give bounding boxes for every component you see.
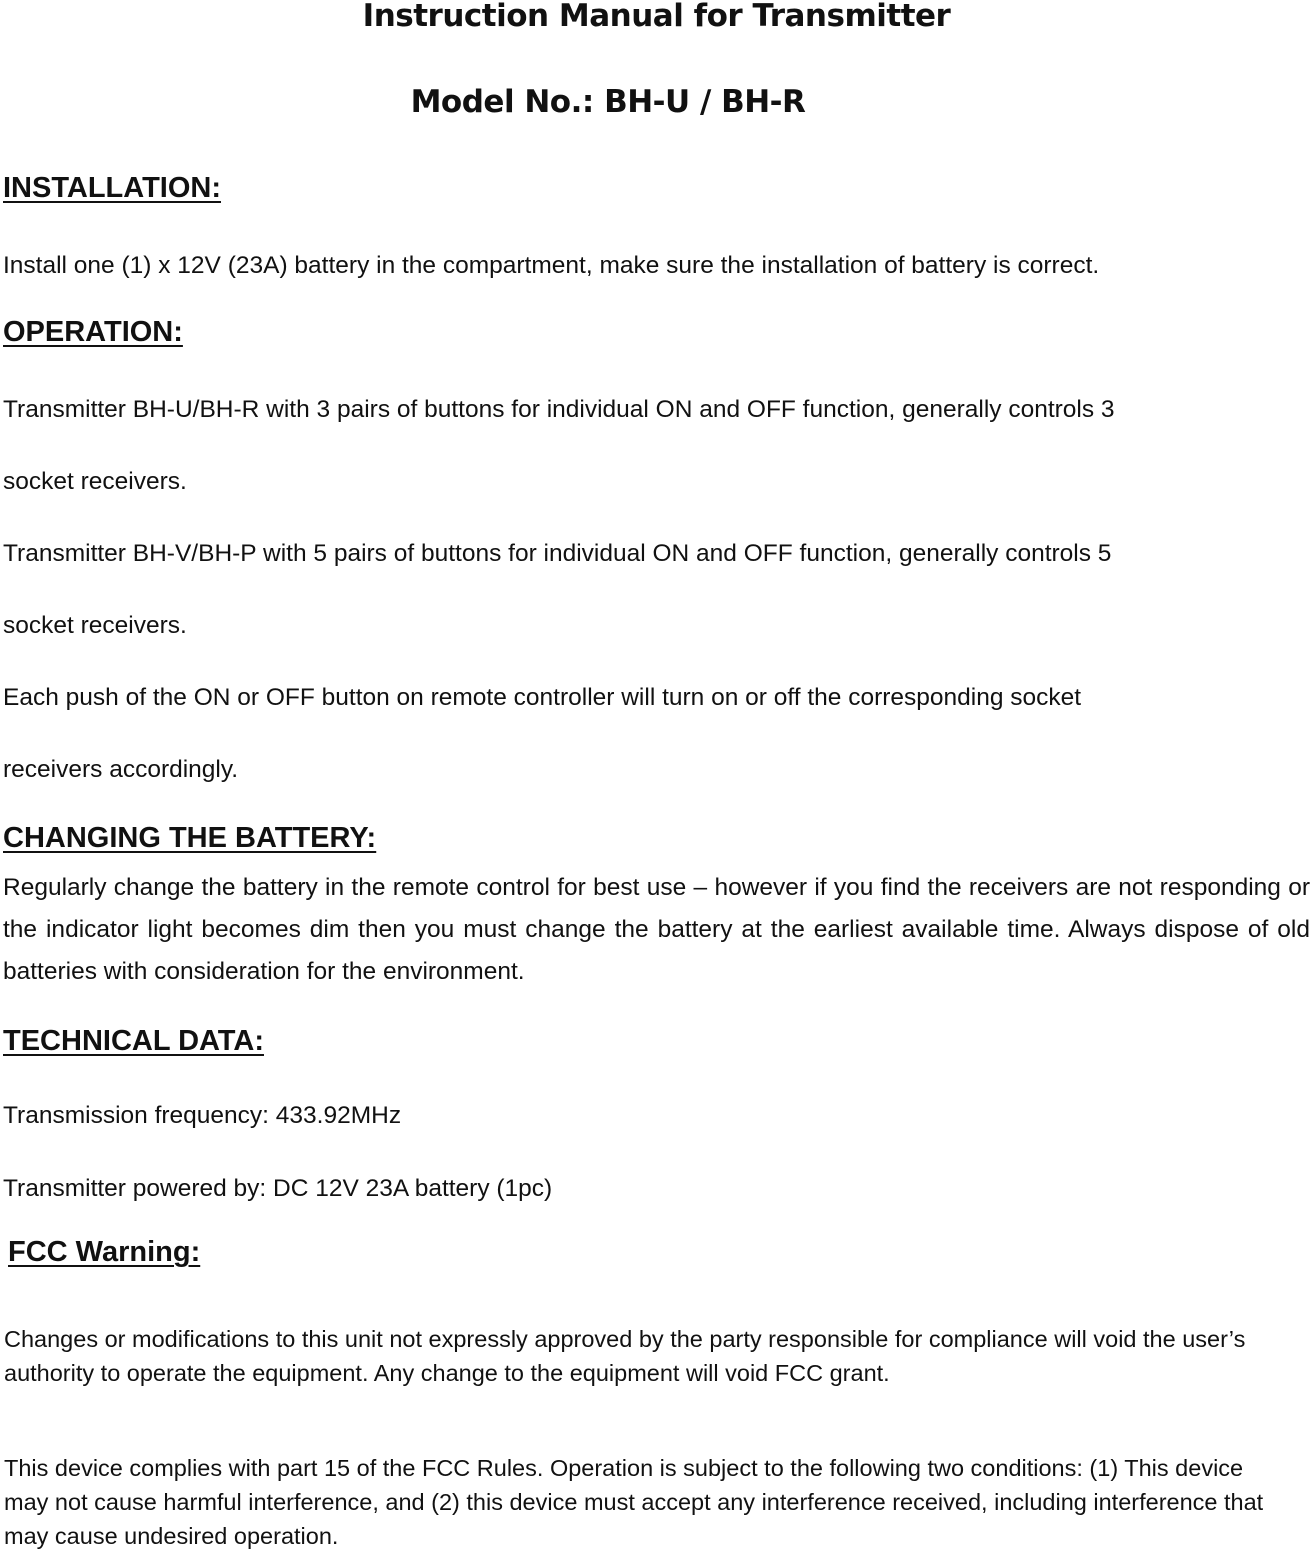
operation-line: socket receivers. xyxy=(3,612,187,639)
technical-power: Transmitter powered by: DC 12V 23A battery (1pc) xyxy=(3,1175,553,1202)
fcc-heading: FCC Warning: xyxy=(8,1236,201,1268)
operation-line: Transmitter BH-V/BH-P with 5 pairs of buttons for individual ON and OFF function, generally controls 5 xyxy=(3,540,1112,567)
operation-line: Each push of the ON or OFF button on remote controller will turn on or off the corresponding socket xyxy=(3,684,1082,711)
battery-text: Regularly change the battery in the remote control for best use – however if you find the receivers are not responding or the indicator light becomes dim then you must change the battery at the earliest available time. Always dispose of old batteries with consideration for the environment. xyxy=(3,874,1310,985)
fcc-paragraph: This device complies with part 15 of the FCC Rules. Operation is subject to the following two conditions: (1) This device may not cause harmful interference, and (2) this device must accept any interference received, including interference that may cause undesired operation. xyxy=(4,1455,1264,1549)
battery-heading: CHANGING THE BATTERY: xyxy=(3,822,377,854)
technical-heading: TECHNICAL DATA: xyxy=(3,1025,264,1057)
operation-line: Transmitter BH-U/BH-R with 3 pairs of buttons for individual ON and OFF function, generally controls 3 xyxy=(3,396,1115,423)
model-number: Model No.: BH-U / BH-R xyxy=(410,84,806,120)
installation-heading: INSTALLATION: xyxy=(3,172,221,204)
operation-line: socket receivers. xyxy=(3,468,187,495)
installation-text: Install one (1) x 12V (23A) battery in the compartment, make sure the installation of battery is correct. xyxy=(3,252,1100,279)
fcc-paragraph: Changes or modifications to this unit not expressly approved by the party responsible for compliance will void the user’s authority to operate the equipment. Any change to the equipment will void FCC grant. xyxy=(4,1326,1246,1386)
document-title: Instruction Manual for Transmitter xyxy=(362,0,951,34)
operation-heading: OPERATION: xyxy=(3,316,183,348)
operation-line: receivers accordingly. xyxy=(3,756,239,783)
technical-frequency: Transmission frequency: 433.92MHz xyxy=(3,1102,402,1129)
